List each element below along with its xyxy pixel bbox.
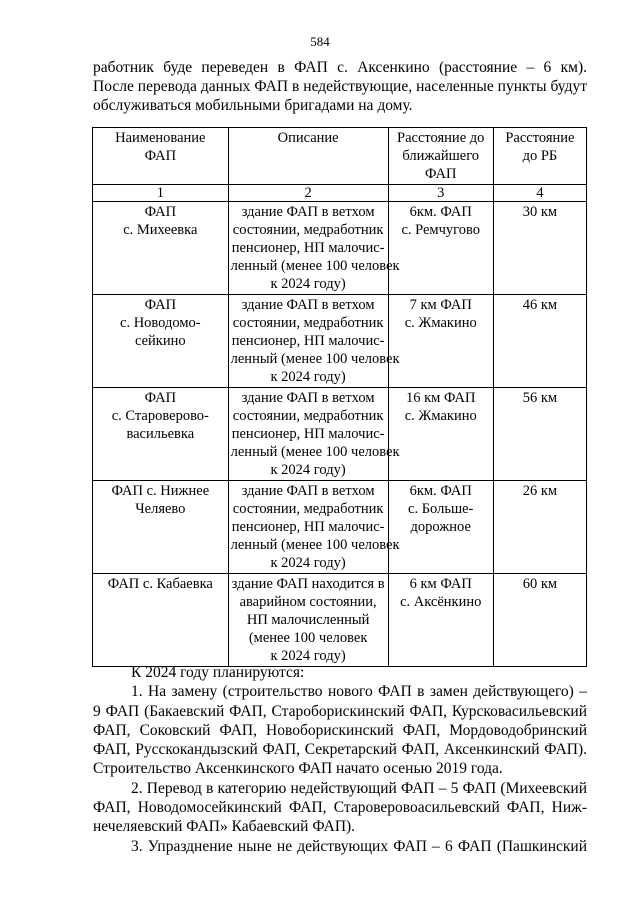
intro-line: работник буде переведен в ФАП с. Аксенкино (расстояние – 6 км). bbox=[93, 59, 587, 76]
cell-nearest-distance: 6 км ФАП с. Аксёнкино bbox=[388, 574, 493, 667]
cell-name: ФАП с. Новодомо- сейкино bbox=[93, 295, 229, 388]
cell-rb-distance: 46 км bbox=[493, 295, 586, 388]
cell-nearest-distance: 6км. ФАП с. Ремчугово bbox=[388, 202, 493, 295]
column-number: 3 bbox=[388, 185, 493, 202]
column-number: 1 bbox=[93, 185, 229, 202]
cell-description: здание ФАП в ветхом состоянии, медработник пенсионер, НП малочис- ленный (менее 100 человек к 2024 году) bbox=[228, 481, 388, 574]
cell-name: ФАП с. Михеевка bbox=[93, 202, 229, 295]
header-name: Наименование ФАП bbox=[93, 128, 229, 185]
table-row bbox=[93, 202, 587, 295]
table-row bbox=[93, 295, 587, 388]
cell-description: здание ФАП в ветхом состоянии, медработник пенсионер, НП малочис- ленный (менее 100 человек к 2024 году) bbox=[228, 295, 388, 388]
cell-name: ФАП с. Староверово- васильевка bbox=[93, 388, 229, 481]
plan-item-1: 1. На замену (строительство нового ФАП в замен действующего) – 9 ФАП (Бакаевский ФАП, Староборискинский ФАП, Курсковасильевский ФАП, Соковский ФАП, Новоборискинский ФАП, Мордоводобринский ФАП, Русскокандызский ФАП, Секретарский ФАП, Аксенкинский ФАП). Строительство Аксенкинского ФАП начато осенью 2019 года. bbox=[93, 683, 587, 778]
closing-lead: К 2024 году планируются: bbox=[131, 664, 305, 681]
cell-nearest-distance: 6км. ФАП с. Больше- дорожное bbox=[388, 481, 493, 574]
column-number: 2 bbox=[228, 185, 388, 202]
table-header-row bbox=[93, 128, 587, 185]
cell-description: здание ФАП в ветхом состоянии, медработник пенсионер, НП малочис- ленный (менее 100 человек к 2024 году) bbox=[228, 388, 388, 481]
intro-line: обслуживаться мобильными бригадами на дому. bbox=[93, 97, 413, 114]
cell-rb-distance: 26 км bbox=[493, 481, 586, 574]
plan-item-3: 3. Упразднение ныне не действующих ФАП – 6 ФАП (Пашкинский bbox=[131, 837, 587, 855]
table-number-row bbox=[93, 185, 587, 202]
table-row bbox=[93, 574, 587, 667]
cell-name: ФАП с. Кабаевка bbox=[93, 574, 229, 667]
table-row bbox=[93, 388, 587, 481]
cell-rb-distance: 30 км bbox=[493, 202, 586, 295]
closing-section bbox=[93, 663, 587, 856]
table-row bbox=[93, 481, 587, 574]
cell-description: здание ФАП в ветхом состоянии, медработник пенсионер, НП малочис- ленный (менее 100 человек к 2024 году) bbox=[228, 202, 388, 295]
header-description: Описание bbox=[228, 128, 388, 185]
cell-rb-distance: 60 км bbox=[493, 574, 586, 667]
intro-paragraph bbox=[93, 58, 587, 115]
plan-item-2: 2. Перевод в категорию недействующий ФАП – 5 ФАП (Михеевский ФАП, Новодомосейкинский ФАП, Староверовоасильевский ФАП, Ниж- нечеляевский ФАП» Кабаевский ФАП). bbox=[93, 779, 587, 836]
fap-table bbox=[92, 127, 587, 667]
cell-rb-distance: 56 км bbox=[493, 388, 586, 481]
cell-description: здание ФАП находится в аварийном состоянии, НП малочисленный (менее 100 человек к 2024 году) bbox=[228, 574, 388, 667]
cell-nearest-distance: 16 км ФАП с. Жмакино bbox=[388, 388, 493, 481]
header-distance-nearest: Расстояние до ближайшего ФАП bbox=[388, 128, 493, 185]
intro-line: После перевода данных ФАП в недействующие, населенные пункты будут bbox=[93, 78, 587, 95]
page-number: 584 bbox=[310, 34, 330, 49]
cell-nearest-distance: 7 км ФАП с. Жмакино bbox=[388, 295, 493, 388]
column-number: 4 bbox=[493, 185, 586, 202]
cell-name: ФАП с. Нижнее Челяево bbox=[93, 481, 229, 574]
header-distance-rb: Расстояние до РБ bbox=[493, 128, 586, 185]
